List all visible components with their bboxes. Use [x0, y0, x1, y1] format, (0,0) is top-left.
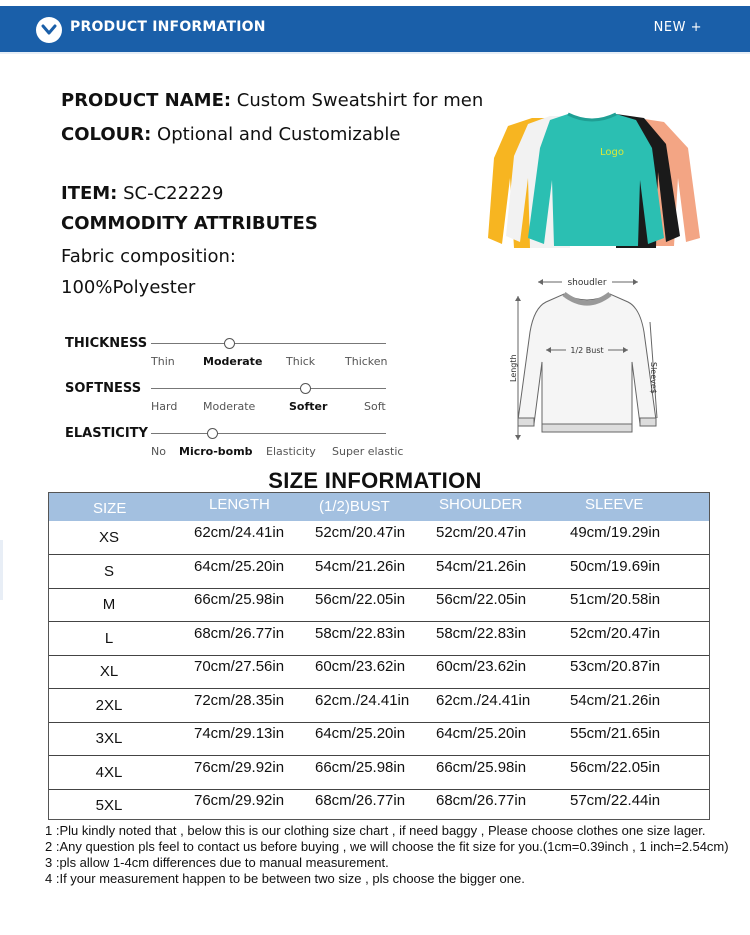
header-bar [0, 6, 750, 52]
size-table [48, 492, 710, 820]
item-line [61, 183, 223, 204]
measurement-cell: 58cm/22.83in [315, 624, 406, 642]
softness-knob[interactable] [300, 383, 311, 394]
size-cell: 3XL [95, 730, 123, 747]
measurement-cell: 52cm/20.47in [570, 624, 661, 642]
measurement-cell: 66cm/25.98in [436, 758, 527, 776]
note-item: 3 :pls allow 1-4cm differences due to manual measurement. [45, 855, 389, 870]
table-row [49, 555, 709, 589]
measurement-cell: 62cm./24.41in [315, 691, 410, 709]
elasticity-option-selected: Micro-bomb [179, 445, 253, 458]
thickness-option-selected: Moderate [203, 355, 263, 368]
measurement-cell: 54cm/21.26in [570, 691, 661, 709]
product-name-line [61, 90, 483, 111]
elasticity-option: Elasticity [266, 445, 316, 458]
table-row [49, 521, 709, 555]
size-cell: XS [98, 529, 119, 546]
size-table-header [49, 493, 709, 521]
notes [45, 823, 735, 887]
fabric-value: 100%Polyester [61, 277, 196, 298]
column-header: (1/2)BUST [319, 498, 390, 515]
measurement-cell: 50cm/19.69in [570, 557, 661, 575]
measurement-cell: 64cm/25.20in [194, 557, 285, 575]
elasticity-knob[interactable] [207, 428, 218, 439]
measurement-cell: 76cm/29.92in [194, 758, 285, 776]
measurement-cell: 68cm/26.77in [194, 624, 285, 642]
thickness-label: THICKNESS [65, 336, 148, 351]
measurement-cell: 70cm/27.56in [194, 658, 285, 675]
measurement-cell: 58cm/22.83in [436, 624, 527, 642]
softness-scale [151, 388, 386, 389]
thickness-scale [151, 343, 386, 344]
column-header: SIZE [93, 500, 127, 517]
measurement-cell: 68cm/26.77in [315, 792, 406, 809]
shoulder-label: shoudler [567, 278, 607, 288]
softness-label: SOFTNESS [65, 381, 142, 396]
table-row [49, 722, 709, 756]
size-cell: 4XL [95, 763, 123, 781]
measurement-cell: 64cm/25.20in [315, 725, 406, 742]
item-value: SC-C22229 [117, 183, 224, 204]
note-item: 2 :Any question pls feel to contact us before buying , we will choose the fit size for you.(1cm=0.39inch , 1 inch=2.54cm) [45, 839, 729, 854]
colour-label: COLOUR: [61, 124, 152, 145]
table-row [49, 789, 709, 823]
thickness-knob[interactable] [224, 338, 235, 349]
table-row [49, 588, 709, 622]
thickness-option: Thin [151, 355, 175, 368]
bust-label: 1/2 Bust [570, 346, 604, 355]
table-row [49, 756, 709, 790]
column-header: SLEEVE [585, 496, 644, 513]
measurement-cell: 54cm/21.26in [315, 557, 406, 575]
measurement-cell: 76cm/29.92in [194, 792, 285, 809]
size-cell: 5XL [95, 797, 123, 814]
measurement-cell: 57cm/22.44in [570, 792, 661, 809]
measurement-cell: 49cm/19.29in [570, 524, 661, 541]
elasticity-option: Super elastic [332, 445, 404, 458]
length-label: Length [509, 354, 518, 382]
measurement-cell: 62cm./24.41in [436, 691, 531, 709]
product-name-label: PRODUCT NAME: [61, 90, 232, 111]
colour-value: Optional and Customizable [151, 124, 401, 145]
table-row [49, 655, 709, 689]
measurement-cell: 60cm/23.62in [436, 658, 527, 675]
softness-option: Moderate [203, 400, 256, 413]
item-label: ITEM: [61, 183, 118, 204]
note-item: 4 :If your measurement happen to be between two size , pls choose the bigger one. [45, 871, 525, 886]
measurement-cell: 56cm/22.05in [315, 591, 406, 608]
table-row [49, 689, 709, 723]
measurement-cell: 51cm/20.58in [570, 591, 661, 608]
softness-option: Soft [364, 400, 386, 413]
size-cell: XL [99, 663, 119, 680]
size-cell: S [103, 562, 114, 580]
measurement-cell: 52cm/20.47in [315, 524, 406, 541]
edge-decoration [0, 540, 3, 600]
thickness-option: Thicken [345, 355, 388, 368]
softness-option-selected: Softer [289, 400, 328, 413]
logo-placeholder: Logo [600, 147, 624, 158]
measurement-diagram [510, 272, 665, 447]
measurement-cell: 72cm/28.35in [194, 691, 285, 709]
column-header: LENGTH [209, 496, 270, 513]
elasticity-scale [151, 433, 386, 434]
product-name-value: Custom Sweatshirt for men [231, 90, 484, 111]
measurement-cell: 74cm/29.13in [194, 725, 285, 742]
measurement-cell: 56cm/22.05in [436, 591, 527, 608]
measurement-cell: 55cm/21.65in [570, 725, 661, 742]
elasticity-label: ELASTICITY [65, 426, 148, 441]
measurement-cell: 62cm/24.41in [194, 524, 285, 541]
measurement-cell: 66cm/25.98in [194, 591, 285, 608]
measurement-cell: 53cm/20.87in [570, 658, 661, 675]
table-row [49, 622, 709, 656]
measurement-cell: 66cm/25.98in [315, 758, 406, 776]
attributes-heading: COMMODITY ATTRIBUTES [61, 213, 318, 234]
sweatshirt-image [488, 108, 703, 253]
measurement-cell: 68cm/26.77in [436, 792, 527, 809]
column-header: SHOULDER [439, 496, 523, 513]
size-cell: M [102, 596, 116, 613]
note-item: 1 :Plu kindly noted that , below this is our clothing size chart , if need baggy , Please choose clothes one size lager. [45, 823, 706, 838]
measurement-cell: 64cm/25.20in [436, 725, 527, 742]
new-link[interactable]: NEW + [653, 20, 702, 35]
elasticity-option: No [151, 445, 166, 458]
thickness-option: Thick [286, 355, 316, 368]
measurement-cell: 54cm/21.26in [436, 557, 527, 575]
header-title: PRODUCT INFORMATION [70, 19, 266, 35]
colour-line [61, 124, 400, 145]
size-cell: L [104, 629, 114, 647]
sleeve-label: Sleeve$ [649, 362, 658, 394]
measurement-cell: 60cm/23.62in [315, 658, 406, 675]
header-divider [0, 52, 750, 54]
softness-option: Hard [151, 400, 178, 413]
chevron-down-icon[interactable] [36, 17, 62, 43]
size-cell: 2XL [95, 696, 123, 714]
measurement-cell: 52cm/20.47in [436, 524, 527, 541]
size-information-title: SIZE INFORMATION [268, 468, 482, 493]
fabric-label: Fabric composition: [61, 246, 236, 267]
measurement-cell: 56cm/22.05in [570, 758, 661, 776]
